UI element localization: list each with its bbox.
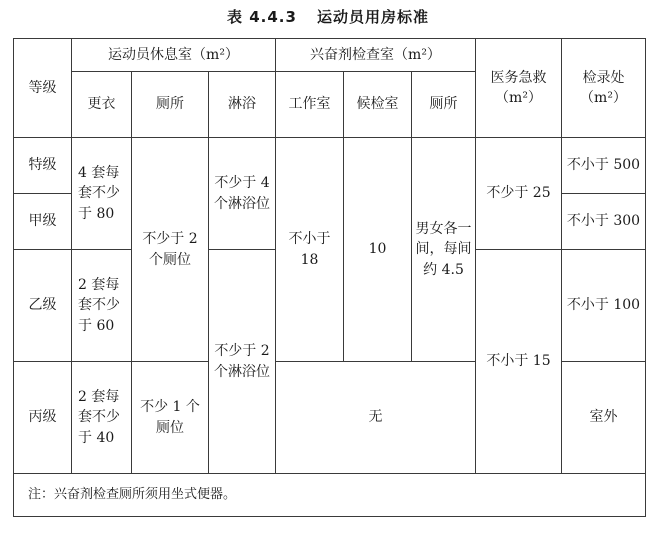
level-c: 丙级 [14, 362, 72, 474]
header-shower: 淋浴 [209, 72, 276, 138]
dressing-special: 4 套每套不少于 80 [72, 138, 132, 250]
table-caption: 运动员用房标准 [316, 8, 429, 26]
level-a: 甲级 [14, 194, 72, 250]
work-room-value: 不小于 18 [276, 138, 344, 362]
header-record-office [562, 39, 646, 138]
shower-bottom: 不少于 2 个淋浴位 [209, 250, 276, 474]
header-dressing: 更衣 [72, 72, 132, 138]
header-first-aid-unit: （m²） [495, 90, 542, 106]
record-a: 不小于 300 [562, 194, 646, 250]
table-number: 表 4.4.3 [227, 8, 297, 26]
header-waiting-room: 候检室 [344, 72, 412, 138]
toilet-c: 不少 1 个厕位 [132, 362, 209, 474]
doping-none: 无 [276, 362, 476, 474]
first-aid-bottom: 不小于 15 [476, 250, 562, 474]
record-c: 室外 [562, 362, 646, 474]
table-note: 注：兴奋剂检查厕所须用坐式便器。 [14, 474, 646, 517]
dressing-c: 2 套每套不少于 40 [72, 362, 132, 474]
header-work-room: 工作室 [276, 72, 344, 138]
waiting-room-value: 10 [344, 138, 412, 362]
header-record-unit: （m²） [580, 90, 627, 106]
dressing-b: 2 套每套不少于 60 [72, 250, 132, 362]
record-special: 不小于 500 [562, 138, 646, 194]
first-aid-top: 不少于 25 [476, 138, 562, 250]
header-first-aid-label: 医务急救 [490, 69, 547, 86]
record-b: 不小于 100 [562, 250, 646, 362]
header-rest-room: 运动员休息室（m²） [72, 39, 276, 72]
doping-toilet-value: 男女各一间，每间约 4.5 [412, 138, 476, 362]
table-title [0, 6, 656, 27]
shower-top: 不少于 4 个淋浴位 [209, 138, 276, 250]
level-b: 乙级 [14, 250, 72, 362]
athlete-room-standard-table [13, 38, 646, 517]
toilet-merged: 不少于 2 个厕位 [132, 138, 209, 362]
header-first-aid [476, 39, 562, 138]
header-doping-room: 兴奋剂检查室（m²） [276, 39, 476, 72]
header-level: 等级 [14, 39, 72, 138]
header-record-label: 检录处 [582, 69, 625, 86]
header-toilet: 厕所 [132, 72, 209, 138]
header-doping-toilet: 厕所 [412, 72, 476, 138]
level-special: 特级 [14, 138, 72, 194]
